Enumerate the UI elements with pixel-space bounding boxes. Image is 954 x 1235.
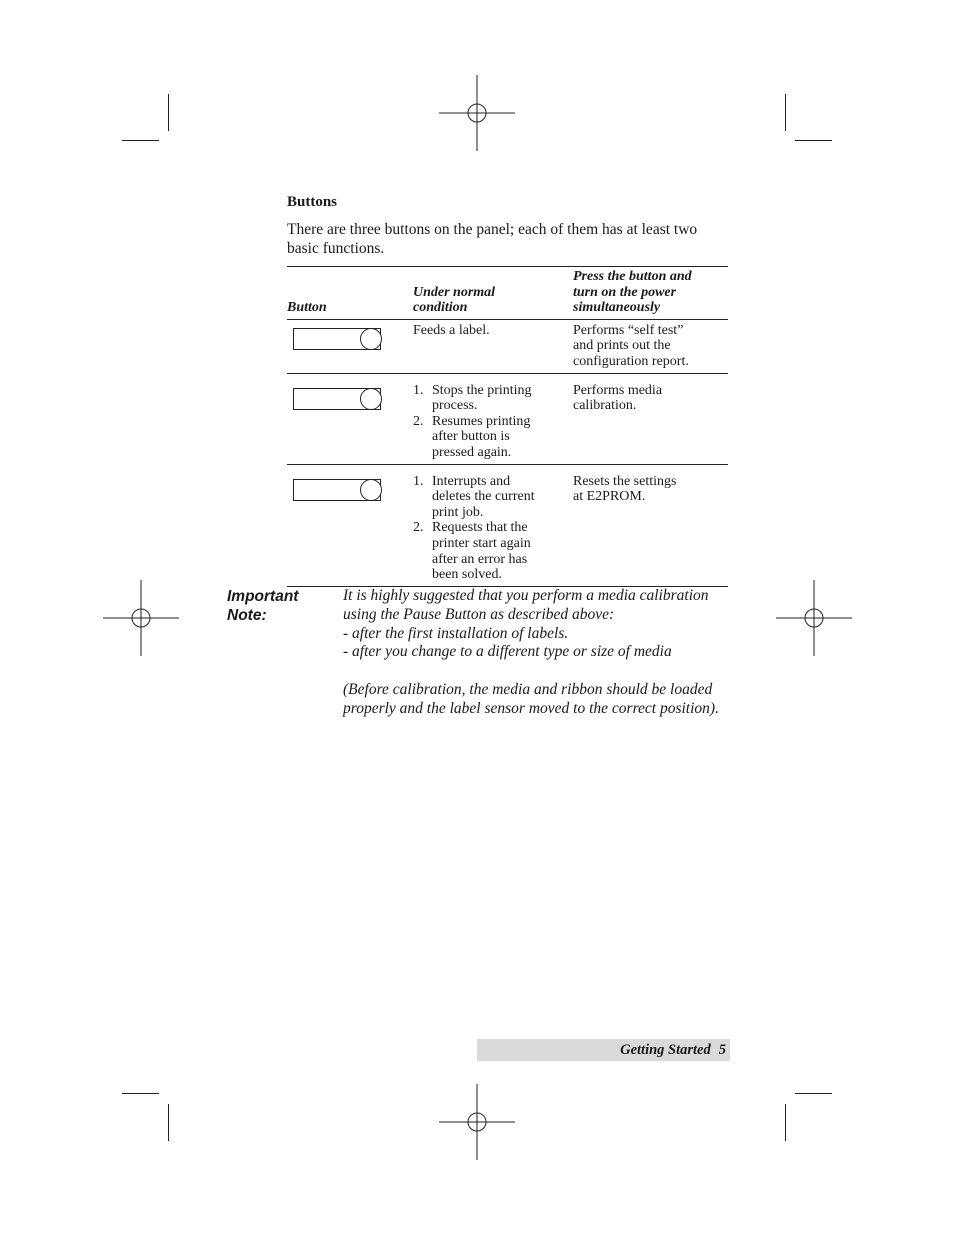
crop-mark: [168, 94, 169, 131]
buttons-table: [287, 266, 728, 587]
step-line: printer start again: [432, 535, 531, 551]
step-number: 1.: [413, 382, 424, 398]
note-line: properly and the label sensor moved to the correct position).: [343, 699, 719, 717]
registration-mark-top: [439, 75, 515, 151]
table-row: [287, 319, 728, 373]
power-line: at E2PROM.: [573, 489, 646, 505]
header-line: simultaneously: [573, 300, 661, 316]
step-line: print job.: [432, 504, 484, 520]
list-item: [413, 383, 573, 414]
panel-button-icon: [293, 388, 381, 410]
header-line: Under normal: [413, 284, 496, 300]
page-number: 5: [718, 1041, 726, 1058]
step-line: been solved.: [432, 567, 502, 583]
note-line: It is highly suggested that you perform a media calibration: [343, 587, 709, 604]
note-line: - after you change to a different type or size of media: [343, 643, 672, 661]
step-line: after button is: [432, 429, 510, 445]
registration-mark-left: [103, 580, 179, 656]
crop-mark: [122, 140, 159, 141]
normal-text: Feeds a label.: [413, 322, 490, 338]
crop-mark: [168, 1104, 169, 1141]
note-line: (Before calibration, the media and ribbon should be loaded: [343, 680, 713, 698]
step-line: deletes the current: [432, 489, 535, 505]
step-line: Requests that the: [432, 520, 528, 536]
normal-cell: [413, 464, 573, 586]
important-note-label: [227, 587, 327, 625]
header-power: [573, 267, 728, 320]
button-cell: [287, 319, 413, 373]
panel-button-icon: [293, 479, 381, 501]
step-line: Stops the printing: [432, 382, 532, 398]
header-line: Press the button and: [573, 269, 692, 284]
panel-button-icon: [293, 328, 381, 350]
list-item: [413, 520, 573, 582]
power-line: Performs “self test”: [573, 322, 684, 338]
step-line: pressed again.: [432, 444, 512, 460]
power-line: configuration report.: [573, 353, 689, 369]
step-number: 1.: [413, 473, 424, 489]
table-row: [287, 464, 728, 586]
intro-paragraph: There are three buttons on the panel; each of them has at least two basic functions.: [287, 221, 698, 257]
header-normal: [413, 267, 573, 320]
button-knob-icon: [360, 388, 382, 410]
header-button: Button: [287, 267, 413, 320]
steps-list: [413, 383, 573, 461]
crop-mark: [785, 94, 786, 131]
button-knob-icon: [360, 328, 382, 350]
list-item: [413, 414, 573, 461]
step-line: Resumes printing: [432, 413, 531, 429]
important-note-body: [343, 587, 743, 719]
table-header-row: [287, 267, 728, 320]
crop-mark: [795, 1093, 832, 1094]
crop-mark: [795, 140, 832, 141]
button-cell: [287, 464, 413, 586]
button-cell: [287, 373, 413, 464]
table-row: [287, 373, 728, 464]
note-spacer: [343, 662, 743, 681]
normal-cell: [413, 373, 573, 464]
step-line: process.: [432, 398, 478, 414]
power-line: Performs media: [573, 382, 663, 398]
power-line: and prints out the: [573, 338, 671, 354]
power-cell: [573, 373, 728, 464]
registration-mark-right: [776, 580, 852, 656]
note-line: using the Pause Button as described above:: [343, 605, 615, 623]
step-number: 2.: [413, 413, 424, 429]
note-label-line: Note:: [227, 607, 267, 624]
header-line: turn on the power: [573, 284, 677, 300]
note-line: - after the first installation of labels.: [343, 624, 569, 642]
crop-mark: [785, 1104, 786, 1141]
step-line: after an error has: [432, 551, 528, 567]
crop-mark: [122, 1093, 159, 1094]
normal-cell: [413, 319, 573, 373]
registration-mark-bottom: [439, 1084, 515, 1160]
step-line: Interrupts and: [432, 473, 511, 489]
footer-section-name: Getting Started: [620, 1041, 711, 1058]
step-number: 2.: [413, 520, 424, 536]
page-footer: [477, 1039, 730, 1061]
button-knob-icon: [360, 479, 382, 501]
steps-list: [413, 474, 573, 583]
note-label-line: Important: [227, 588, 299, 605]
power-cell: [573, 464, 728, 586]
section-title: Buttons: [287, 194, 338, 210]
power-line: Resets the settings: [573, 473, 677, 489]
power-cell: [573, 319, 728, 373]
list-item: [413, 474, 573, 521]
power-line: calibration.: [573, 398, 637, 414]
header-line: condition: [413, 300, 468, 316]
